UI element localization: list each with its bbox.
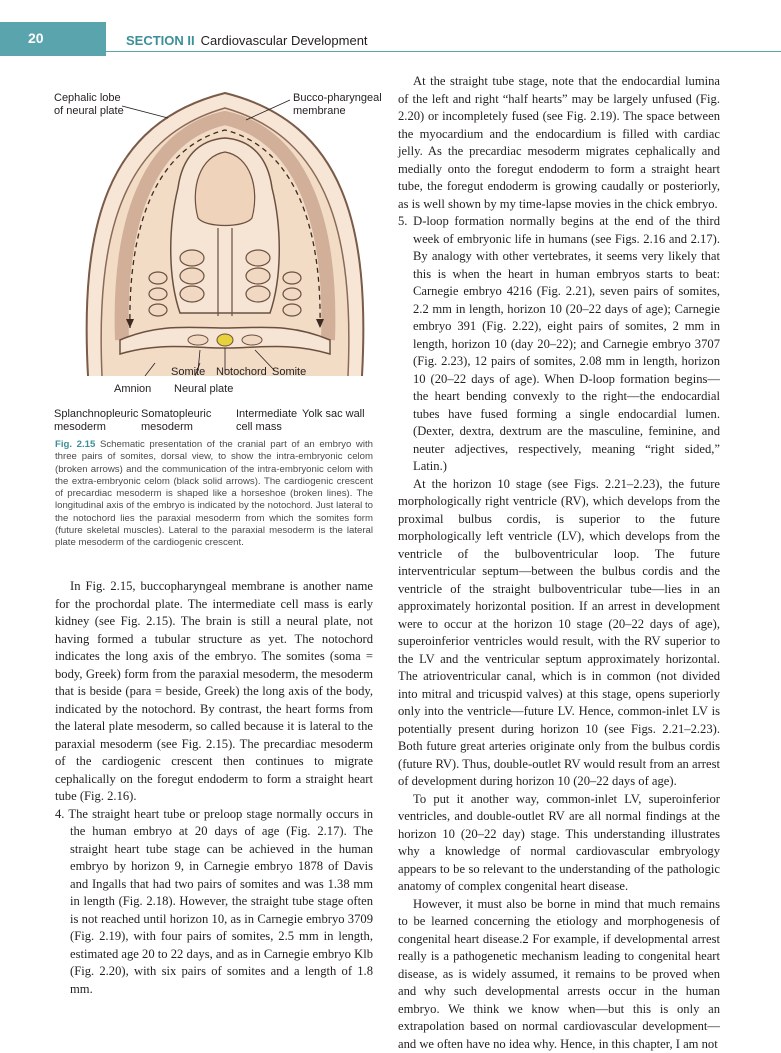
label-notochord: Notochord: [216, 366, 267, 379]
figure-caption: [55, 439, 373, 550]
list-item-5: 5. D-loop formation normally begins at the end of the third week of embryonic life in humans (see Figs. 2.16 and 2.17). By analogy with other vertebrates, it seems very likely that this is when the heart in human embryos starts to beat: Carnegie embryo 4216 (Fig. 2.21), seven pairs of somites, 2.2 mm in length, horizon 10 (20–22 days of age); Carnegie embryo 391 (Fig. 2.22), eight pairs of somites, 2 mm in length, horizon 10 (day 20–22); and Carnegie embryo 3707 (Fig. 2.23), 12 pairs of somites, 2.08 mm in length, horizon 10 (20–22 days of age). When D-loop formation begins—the heart bending convexly to the right—the endocardial tubes have fused forming a single endocardial lumen. (Dexter, dextra, dextrum are the masculine, feminine, and neuter adjectives, respectively, meaning “right sided,” Latin.): [398, 213, 720, 476]
label-splanchnopleuric: Splanchnopleuric mesoderm: [54, 408, 138, 434]
caption-label: Fig. 2.15: [55, 439, 95, 450]
paragraph: To put it another way, common-inlet LV, superoinferior ventricles, and double-outlet RV are all normal findings at the horizon 10 (20–22 day) stage. This understanding illustrates why a knowledge of normal cardiovascular embryology appears to be so relevant to the understanding of the pathologic anatomy of complex congenital heart disease.: [398, 791, 720, 896]
paragraph: At the horizon 10 stage (see Figs. 2.21–2.23), the future morphologically right ventricle (RV), which develops from the proximal bulbus cordis, is superior to the future morphologically left ventricle (LV), which develops from the ventricle of the bulboventricular loop. The future interventricular septum—between the bulbus cordis and the ventricle of the straight bulboventricular tube—lies in an approximately horizontal position. If an arrest in development were to occur at the horizon 10 stage (20–22 days of age), superoinferior ventricles would result, with the RV superior to the LV and the ventricular septum approximately horizontal. The atrioventricular canal, which is in common (not divided into mitral and tricuspid valves) at this stage, opens superiorly only into the ventricle—future LV. Hence, common-inlet LV is potentially present during horizon 10 (see Figs. 2.21–2.23). Both future great arteries originate only from the bulbus cordis (future RV). Thus, double-outlet RV would result from an arrest of development during horizon 10 (20–22 days of age).: [398, 476, 720, 791]
figure-2-15: [50, 78, 375, 436]
section-title: Cardiovascular Development: [201, 33, 368, 48]
label-somatopleuric: Somatopleuric mesoderm: [141, 408, 211, 434]
label-somite-right: Somite: [272, 366, 306, 379]
section-label: SECTION II: [126, 33, 195, 48]
page-number: 20: [28, 30, 44, 46]
paragraph: At the straight tube stage, note that the endocardial lumina of the left and right “half hearts” may be largely unfused (Fig. 2.20) or incompletely fused (see Fig. 2.19). The space between the myocardium and the endocardium is filled with cardiac jelly. As the precardiac mesoderm migrates cephalically and medially onto the foregut endoderm to form a straight heart tube, the foregut endoderm is growing caudally or posteriorly, as is well shown by my time-lapse movies in the chick embryo.: [398, 73, 720, 213]
page-number-tab: [0, 22, 106, 56]
list-item-4: 4. The straight heart tube or preloop stage normally occurs in the human embryo at 20 days of age (Fig. 2.17). The straight heart tube stage can be achieved in the human embryo by horizon 9, in Carnegie embryo 1878 of Davis and Ingalls that had two pairs of somites and was 1.38 mm in length (Fig. 2.18). However, the straight tube stage often is not reached until horizon 10, as in Carnegie embryo 3709 (Fig. 2.19), with four pairs of somites, 2.5 mm in length, estimated age 20 to 22 days, and as in Carnegie embryo Klb (Fig. 2.20), with six pairs of somites and a length of 1.8 mm.: [55, 806, 373, 999]
label-amnion: Amnion: [114, 383, 151, 396]
somites-right: [246, 250, 270, 302]
notochord-section: [217, 334, 233, 346]
left-column: [55, 578, 373, 998]
label-bucco-pharyngeal: Bucco-pharyngeal membrane: [293, 92, 382, 118]
somite-section-left: [188, 335, 208, 345]
label-neural-plate: Neural plate: [174, 383, 233, 396]
label-intermediate: Intermediate cell mass: [236, 408, 297, 434]
paragraph: However, it must also be borne in mind that much remains to be learned concerning the etiology and morphogenesis of congenital heart disease.2 For example, if developmental arrest really is a pathogenetic mechanism leading to congenital heart disease, as is widely assumed, it remains to be proved when and why such developmental arrests occur in the human embryo. We think we know when—but this is only an extrapolation based on normal cardiovascular development—and we often have no idea why. Hence, in this chapter, I am not: [398, 896, 720, 1053]
right-column: [398, 73, 720, 1053]
caption-text: Schematic presentation of the cranial part of an embryo with three pairs of somites, dorsal view, to show the intra-embryonic celom (broken arrows) and the communication of the intra-embryonic celom with the extra-embryonic celom (black solid arrows). The cardiogenic crescent of precardiac mesoderm is shaped like a horseshoe (broken lines). The longitudinal axis of the embryo is indicated by the notochord. Just lateral to the notochord lies the paraxial mesoderm from which the somites form (future skeletal muscles). Lateral to the paraxial mesoderm is the lateral plate mesoderm of the cardiogenic crescent.: [55, 439, 373, 548]
paragraph: In Fig. 2.15, buccopharyngeal membrane is another name for the prochordal plate. The intermediate cell mass is early kidney (see Fig. 2.15). The brain is still a neural plate, not having formed a tubular structure as yet. The notochord indicates the long axis of the embryo. The somites (soma = body, Greek) form from the paraxial mesoderm, the mesoderm that is beside (para = beside, Greek) the long axis of the body, indicated by the notochord. By contrast, the heart forms from the lateral plate mesoderm, so called because it is lateral to the paraxial mesoderm (see Fig. 2.15). The precardiac mesoderm of the cardiogenic crescent then continues to migrate cephalically on the foregut endoderm to form a straight heart tube (Fig. 2.16).: [55, 578, 373, 806]
label-yolk-sac: Yolk sac wall: [302, 408, 365, 421]
header-rule: [106, 51, 781, 52]
somite-section-right: [242, 335, 262, 345]
somites-left: [180, 250, 204, 302]
label-cephalic-lobe: Cephalic lobe of neural plate: [54, 92, 124, 118]
label-somite-left: Somite: [171, 366, 205, 379]
embryo-illustration: [50, 78, 375, 378]
section-header: [126, 33, 368, 48]
